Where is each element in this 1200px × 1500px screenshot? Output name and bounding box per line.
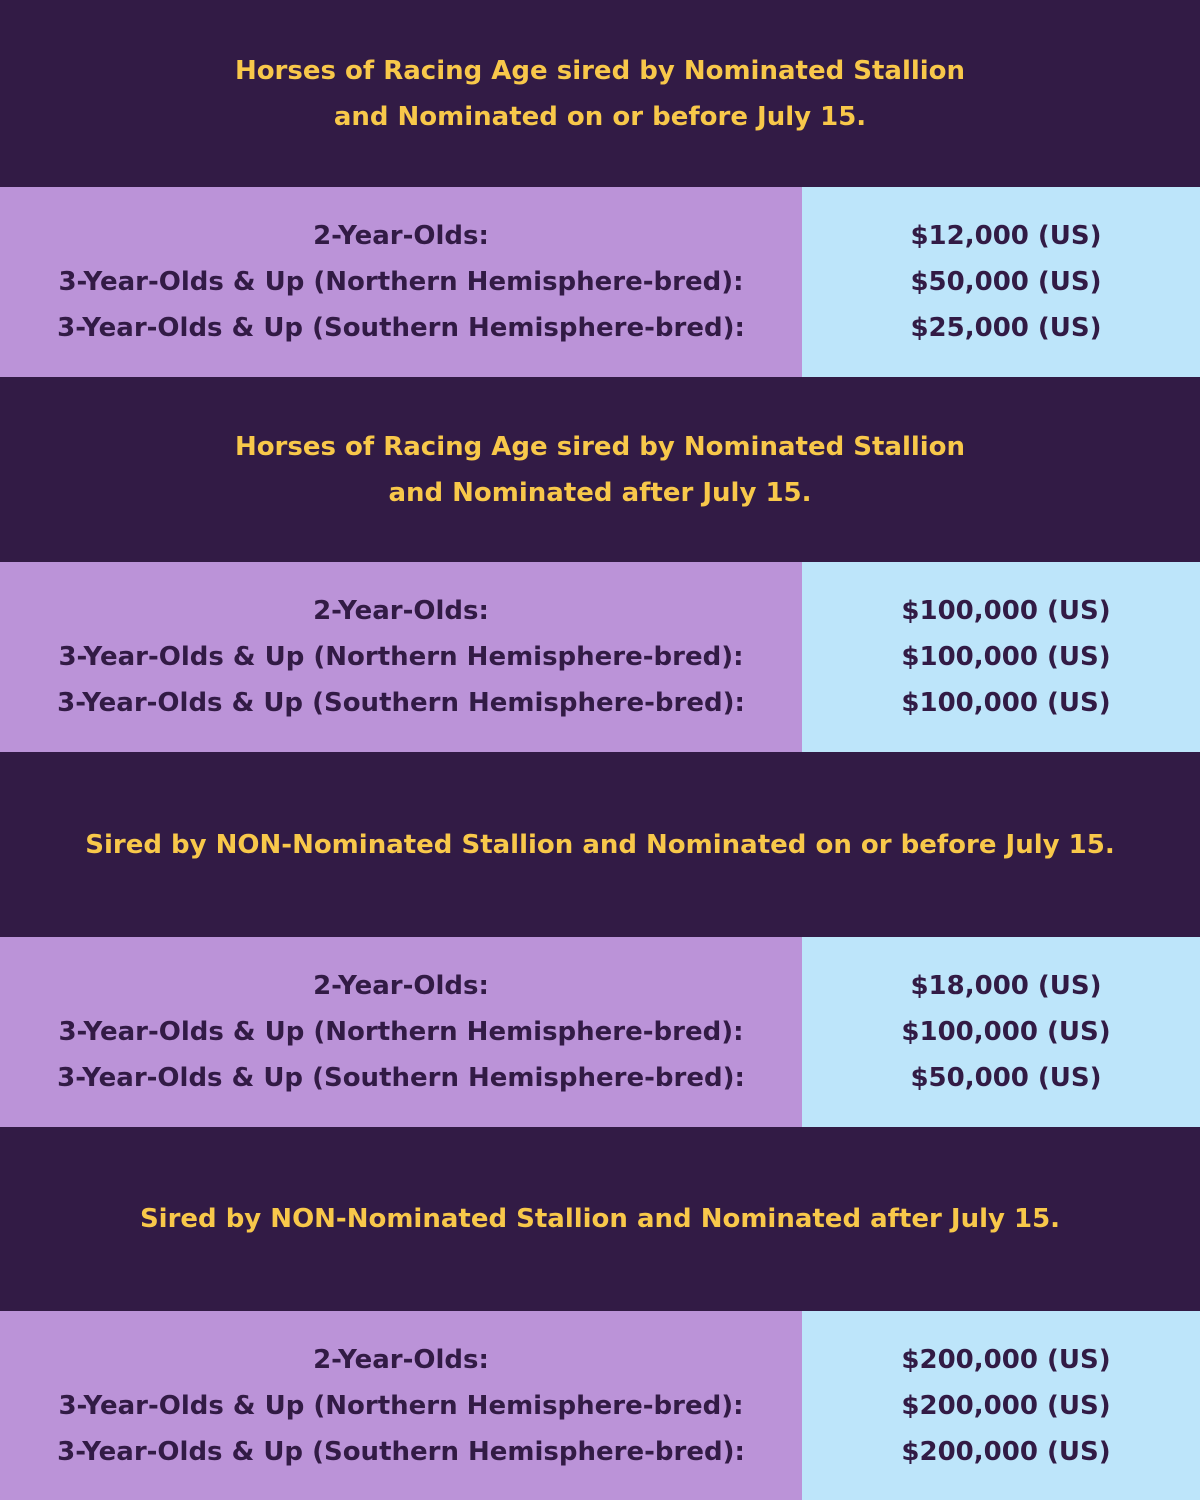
label-2-year-olds: 2-Year-Olds:	[313, 1344, 489, 1375]
section-2-heading	[0, 377, 1200, 562]
section-4-heading-line-1: Sired by NON-Nominated Stallion and Nominated after July 15.	[139, 1204, 1061, 1234]
section-1-heading-line-1: Horses of Racing Age sired by Nominated Stallion	[234, 55, 966, 86]
fee-2-year-olds: $18,000 (US)	[910, 971, 1102, 1001]
section-1-values	[802, 187, 1200, 377]
section-3-labels	[0, 937, 802, 1127]
fee-2-year-olds: $200,000 (US)	[901, 1344, 1111, 1375]
label-2-year-olds: 2-Year-Olds:	[313, 596, 489, 626]
label-2-year-olds: 2-Year-Olds:	[313, 221, 489, 251]
label-3-year-olds-northern: 3-Year-Olds & Up (Northern Hemisphere-bred):	[58, 1390, 744, 1421]
section-2-labels	[0, 562, 802, 752]
section-1-heading-line-2: and Nominated on or before July 15.	[333, 101, 867, 132]
label-2-year-olds: 2-Year-Olds:	[313, 971, 489, 1001]
label-3-year-olds-southern: 3-Year-Olds & Up (Southern Hemisphere-bred):	[57, 313, 745, 343]
section-3-values	[802, 937, 1200, 1127]
section-4-fees	[0, 1311, 1200, 1500]
fee-3-year-olds-southern: $50,000 (US)	[910, 1063, 1102, 1093]
section-2-values	[802, 562, 1200, 752]
section-2-fees	[0, 562, 1200, 752]
section-4-heading	[0, 1127, 1200, 1311]
section-3-heading-line-1: Sired by NON-Nominated Stallion and Nominated on or before July 15.	[85, 829, 1115, 860]
fee-2-year-olds: $100,000 (US)	[901, 596, 1111, 626]
section-3-heading	[0, 752, 1200, 937]
label-3-year-olds-southern: 3-Year-Olds & Up (Southern Hemisphere-bred):	[57, 1436, 745, 1467]
fee-3-year-olds-southern: $200,000 (US)	[901, 1436, 1111, 1467]
fee-3-year-olds-southern: $100,000 (US)	[901, 688, 1111, 718]
fee-3-year-olds-northern: $100,000 (US)	[901, 642, 1111, 672]
fee-3-year-olds-southern: $25,000 (US)	[910, 313, 1102, 343]
fee-3-year-olds-northern: $50,000 (US)	[910, 267, 1102, 297]
label-3-year-olds-northern: 3-Year-Olds & Up (Northern Hemisphere-bred):	[58, 267, 744, 297]
section-1-labels	[0, 187, 802, 377]
label-3-year-olds-southern: 3-Year-Olds & Up (Southern Hemisphere-bred):	[57, 1063, 745, 1093]
section-2-heading-line-1: Horses of Racing Age sired by Nominated Stallion	[234, 431, 966, 462]
label-3-year-olds-northern: 3-Year-Olds & Up (Northern Hemisphere-bred):	[58, 1017, 744, 1047]
fee-2-year-olds: $12,000 (US)	[910, 221, 1102, 251]
section-3-fees	[0, 937, 1200, 1127]
section-4-values	[802, 1311, 1200, 1500]
section-4-labels	[0, 1311, 802, 1500]
fee-3-year-olds-northern: $100,000 (US)	[901, 1017, 1111, 1047]
section-2-heading-line-2: and Nominated after July 15.	[388, 477, 812, 508]
label-3-year-olds-northern: 3-Year-Olds & Up (Northern Hemisphere-bred):	[58, 642, 744, 672]
section-1-fees	[0, 187, 1200, 377]
label-3-year-olds-southern: 3-Year-Olds & Up (Southern Hemisphere-bred):	[57, 688, 745, 718]
section-1-heading	[0, 0, 1200, 187]
fee-3-year-olds-northern: $200,000 (US)	[901, 1390, 1111, 1421]
